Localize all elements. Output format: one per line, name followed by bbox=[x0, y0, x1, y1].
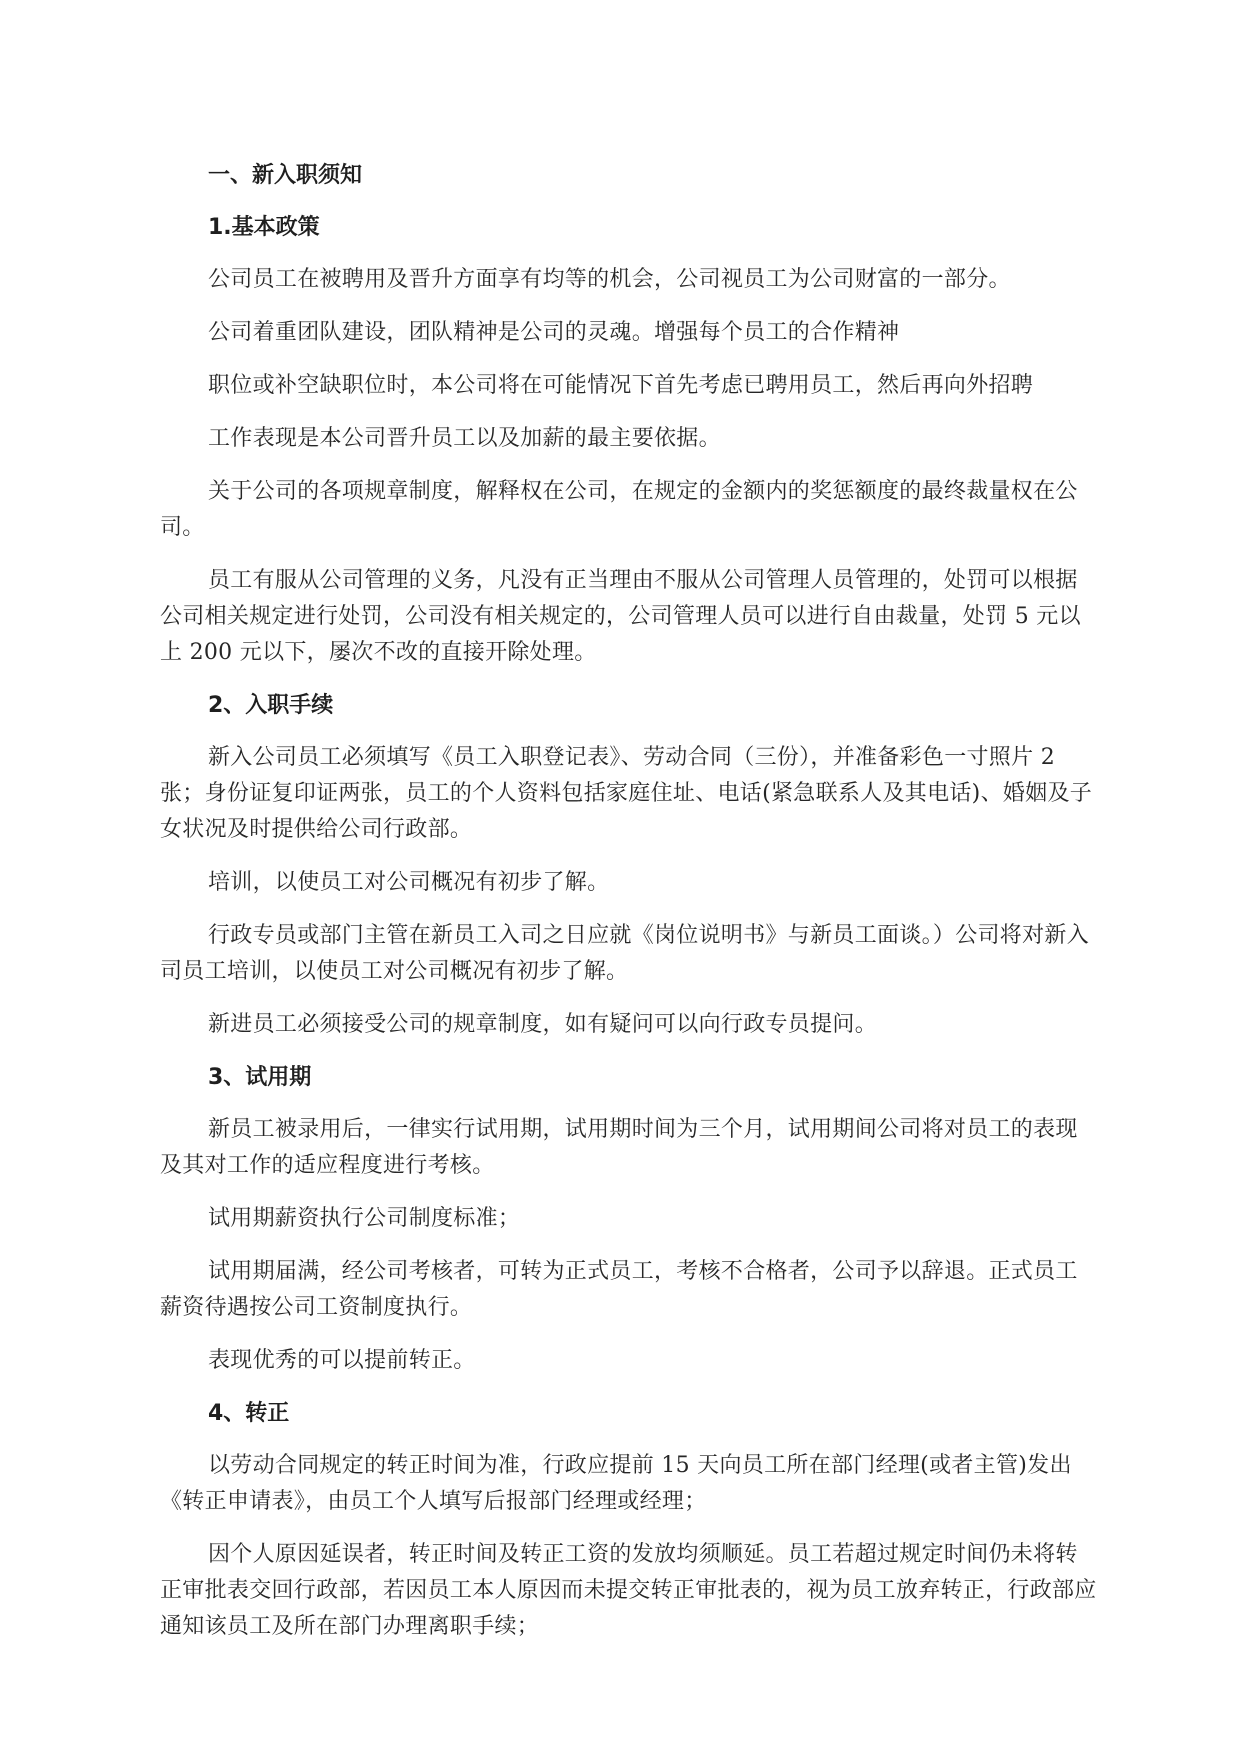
paragraph: 表现优秀的可以提前转正。 bbox=[208, 1348, 476, 1373]
paragraph: 员工有服从公司管理的义务，凡没有正当理由不服从公司管理人员管理的，处罚可以根据公司相关规定进行处罚，公司没有相关规定的，公司管理人员可以进行自由裁量，处罚 5 元以上 200 元以下，屡次不改的直接开除处理。 bbox=[160, 568, 1081, 665]
section-heading-basic-policy: 1.基本政策 bbox=[208, 215, 320, 240]
paragraph: 新进员工必须接受公司的规章制度，如有疑问可以向行政专员提问。 bbox=[208, 1012, 878, 1037]
paragraph: 因个人原因延误者，转正时间及转正工资的发放均须顺延。员工若超过规定时间仍未将转正审批表交回行政部，若因员工本人原因而未提交转正审批表的，视为员工放弃转正，行政部应通知该员工及所在部门办理离职手续； bbox=[160, 1542, 1097, 1639]
paragraph: 以劳动合同规定的转正时间为准，行政应提前 15 天向员工所在部门经理(或者主管)发出《转正申请表》，由员工个人填写后报部门经理或经理； bbox=[160, 1453, 1072, 1514]
paragraph: 培训，以使员工对公司概况有初步了解。 bbox=[208, 870, 610, 895]
paragraph: 职位或补空缺职位时，本公司将在可能情况下首先考虑已聘用员工，然后再向外招聘 bbox=[208, 373, 1034, 398]
paragraph: 试用期薪资执行公司制度标准； bbox=[208, 1206, 521, 1231]
section-heading-onboarding-procedures: 2、入职手续 bbox=[208, 693, 334, 718]
paragraph: 新入公司员工必须填写《员工入职登记表》、劳动合同（三份），并准备彩色一寸照片 2 张；身份证复印证两张，员工的个人资料包括家庭住址、电话(紧急联系人及其电话)、婚姻及子女状况及时提供给公司行政部。 bbox=[160, 745, 1093, 842]
section-heading-probation: 3、试用期 bbox=[208, 1065, 312, 1090]
paragraph: 新员工被录用后，一律实行试用期，试用期时间为三个月，试用期间公司将对员工的表现及其对工作的适应程度进行考核。 bbox=[160, 1117, 1078, 1178]
section-heading-regularization: 4、转正 bbox=[208, 1401, 290, 1426]
document-page bbox=[160, 158, 1097, 1662]
paragraph: 行政专员或部门主管在新员工入司之日应就《岗位说明书》与新员工面谈。）公司将对新入司员工培训，以使员工对公司概况有初步了解。 bbox=[160, 923, 1090, 984]
paragraph: 工作表现是本公司晋升员工以及加薪的最主要依据。 bbox=[208, 426, 721, 451]
document-title: 一、新入职须知 bbox=[208, 163, 363, 188]
paragraph: 试用期届满，经公司考核者，可转为正式员工，考核不合格者，公司予以辞退。正式员工薪资待遇按公司工资制度执行。 bbox=[160, 1259, 1078, 1320]
paragraph: 公司着重团队建设，团队精神是公司的灵魂。增强每个员工的合作精神 bbox=[208, 320, 900, 345]
paragraph: 公司员工在被聘用及晋升方面享有均等的机会，公司视员工为公司财富的一部分。 bbox=[208, 267, 1011, 292]
paragraph: 关于公司的各项规章制度，解释权在公司，在规定的金额内的奖惩额度的最终裁量权在公司。 bbox=[160, 479, 1078, 540]
